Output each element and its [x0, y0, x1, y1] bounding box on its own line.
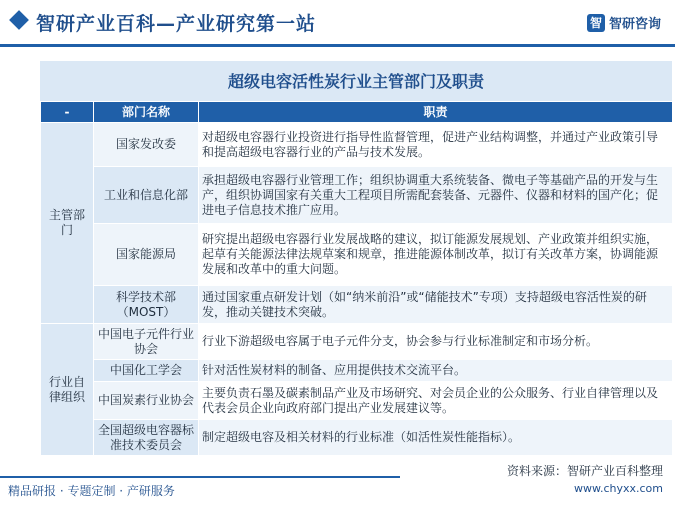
- brand-logo[interactable]: [587, 13, 661, 32]
- dept-cell: 工业和信息化部: [94, 167, 199, 224]
- header-divider: [0, 44, 675, 47]
- group-cell: 主管部门: [41, 123, 94, 324]
- table-header-row: [41, 102, 673, 123]
- table-row: [41, 224, 673, 286]
- dept-cell: 全国超级电容器标准技术委员会: [94, 420, 199, 456]
- dept-cell: 国家发改委: [94, 123, 199, 167]
- logo-text: 智研咨询: [608, 17, 661, 32]
- source-note: 资料来源：智研产业百科整理: [506, 464, 663, 478]
- table-row: [41, 167, 673, 224]
- table-row: [41, 420, 673, 456]
- duty-cell: 主要负责石墨及碳素制品产业及市场研究、对会员企业的公众服务、行业自律管理以及代表会员企业向政府部门提出产业发展建议等。: [199, 382, 673, 420]
- dept-cell: 国家能源局: [94, 224, 199, 286]
- footer-url-link[interactable]: www.chyxx.com: [573, 482, 663, 495]
- column-header-dept: 部门名称: [94, 102, 199, 123]
- column-header-duty: 职责: [199, 102, 673, 123]
- duties-table: [40, 101, 673, 456]
- group-cell: 行业自律组织: [41, 324, 94, 456]
- duty-cell: 通过国家重点研发计划（如“纳米前沿”或“储能技术”专项）支持超级电容活性炭的研发，推动关键技术突破。: [199, 286, 673, 324]
- table-title: 超级电容活性炭行业主管部门及职责: [227, 72, 484, 91]
- page-header: [0, 0, 675, 46]
- table-row: [41, 382, 673, 420]
- duty-cell: 承担超级电容器行业管理工作；组织协调重大系统装备、微电子等基础产品的开发与生产，组织协调国家有关重大工程项目所需配套装备、元器件、仪器和材料的国产化；促进电子信息技术推广应用。: [199, 167, 673, 224]
- table-row: [41, 123, 673, 167]
- table-row: [41, 324, 673, 360]
- duty-cell: 制定超级电容及相关材料的行业标准（如活性炭性能指标）。: [199, 420, 673, 456]
- logo-mark-icon: 智: [587, 14, 605, 32]
- footer-divider: [0, 476, 400, 478]
- dept-cell: 中国电子元件行业协会: [94, 324, 199, 360]
- column-header-group: -: [41, 102, 94, 123]
- diamond-icon: [9, 10, 29, 30]
- duty-cell: 针对活性炭材料的制备、应用提供技术交流平台。: [199, 360, 673, 382]
- duty-cell: 对超级电容器行业投资进行指导性监督管理，促进产业结构调整，并通过产业政策引导和提高超级电容器行业的产品与技术发展。: [199, 123, 673, 167]
- dept-cell: 科学技术部（MOST）: [94, 286, 199, 324]
- dept-cell: 中国化工学会: [94, 360, 199, 382]
- table-row: [41, 360, 673, 382]
- footer-tagline: 精品研报 · 专题定制 · 产研服务: [8, 484, 175, 498]
- table-row: [41, 286, 673, 324]
- header-title: 智研产业百科—产业研究第一站: [36, 13, 317, 35]
- duty-cell: 研究提出超级电容器行业发展战略的建议，拟订能源发展规划、产业政策并组织实施，起草有关能源法律法规草案和规章，推进能源体制改革，拟订有关改革方案，协调能源发展和改革中的重大问题。: [199, 224, 673, 286]
- duty-cell: 行业下游超级电容属于电子元件分支，协会参与行业标准制定和市场分析。: [199, 324, 673, 360]
- dept-cell: 中国炭素行业协会: [94, 382, 199, 420]
